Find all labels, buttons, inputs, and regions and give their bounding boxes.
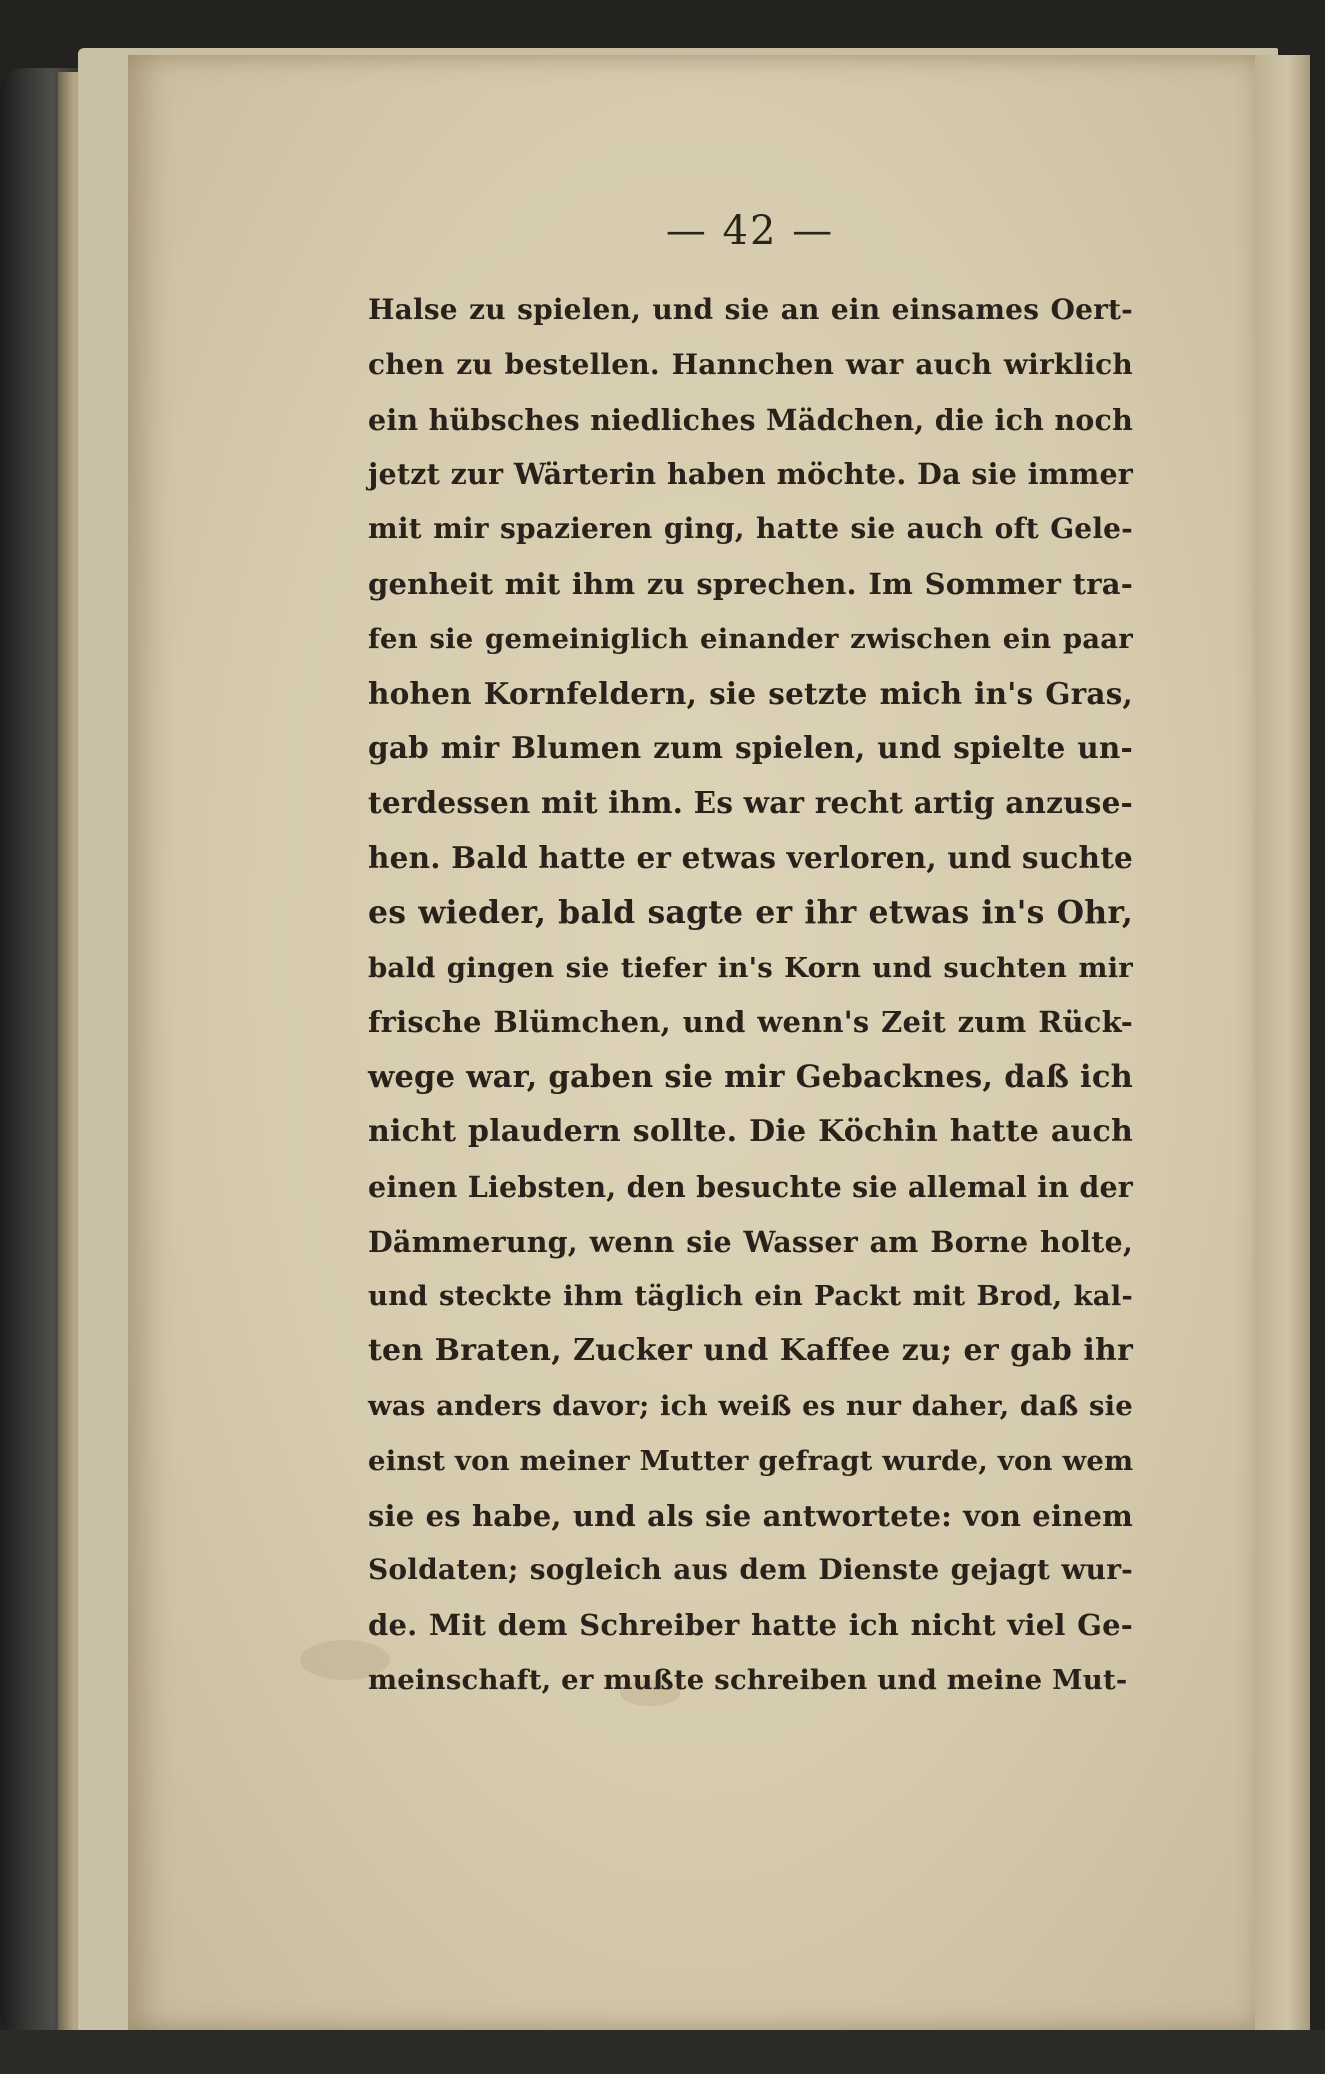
text-line: de. Mit dem Schreiber hatte ich nicht viel Ge- — [368, 1608, 1133, 1643]
text-line: einen Liebsten, den besuchte sie allemal in der — [368, 1169, 1133, 1204]
text-line: terdessen mit ihm. Es war recht artig anzuse- — [368, 785, 1133, 821]
text-line: Dämmerung, wenn sie Wasser am Borne holte, — [368, 1224, 1133, 1259]
text-line: chen zu bestellen. Hannchen war auch wirklich — [368, 347, 1133, 381]
body-text — [368, 283, 1133, 1708]
bottom-shadow — [0, 2030, 1325, 2074]
text-line: Halse zu spielen, und sie an ein einsames Oert- — [368, 293, 1133, 326]
text-line: einst von meiner Mutter gefragt wurde, von wem — [368, 1444, 1134, 1477]
text-line: jetzt zur Wärterin haben möchte. Da sie immer — [368, 457, 1133, 492]
text-line: was anders davor; ich weiß es nur daher, daß sie — [368, 1389, 1133, 1422]
page-number: — 42 — — [665, 208, 835, 254]
text-line: wege war, gaben sie mir Gebacknes, daß ich — [368, 1059, 1133, 1096]
text-line: bald gingen sie tiefer in's Korn und suchten mir — [368, 951, 1133, 984]
text-line: und steckte ihm täglich ein Packt mit Brod, kal- — [368, 1280, 1133, 1313]
text-line: es wieder, bald sagte er ihr etwas in's Ohr, — [368, 893, 1133, 931]
text-line: nicht plaudern sollte. Die Köchin hatte auch — [368, 1113, 1133, 1149]
text-line: frische Blümchen, und wenn's Zeit zum Rück- — [368, 1005, 1133, 1040]
text-line: genheit mit ihm zu sprechen. Im Sommer tra- — [368, 566, 1133, 601]
text-line: hohen Kornfeldern, sie setzte mich in's Gras, — [368, 675, 1133, 711]
page-fore-edge — [1255, 55, 1310, 2030]
text-line: Soldaten; sogleich aus dem Dienste gejagt wur- — [368, 1553, 1133, 1587]
text-line: mit mir spazieren ging, hatte sie auch oft Gele- — [368, 512, 1133, 546]
text-line: hen. Bald hatte er etwas verloren, und suchte — [368, 839, 1133, 875]
text-line: ten Braten, Zucker und Kaffee zu; er gab ihr — [368, 1333, 1133, 1369]
text-line: gab mir Blumen zum spielen, und spielte un- — [368, 730, 1133, 766]
text-line: ein hübsches niedliches Mädchen, die ich noch — [368, 402, 1133, 437]
text-line: fen sie gemeiniglich einander zwischen ein paar — [368, 622, 1133, 655]
text-line: sie es habe, und als sie antwortete: von einem — [368, 1498, 1133, 1533]
text-line: meinschaft, er mußte schreiben und meine Mut- — [368, 1663, 1128, 1696]
